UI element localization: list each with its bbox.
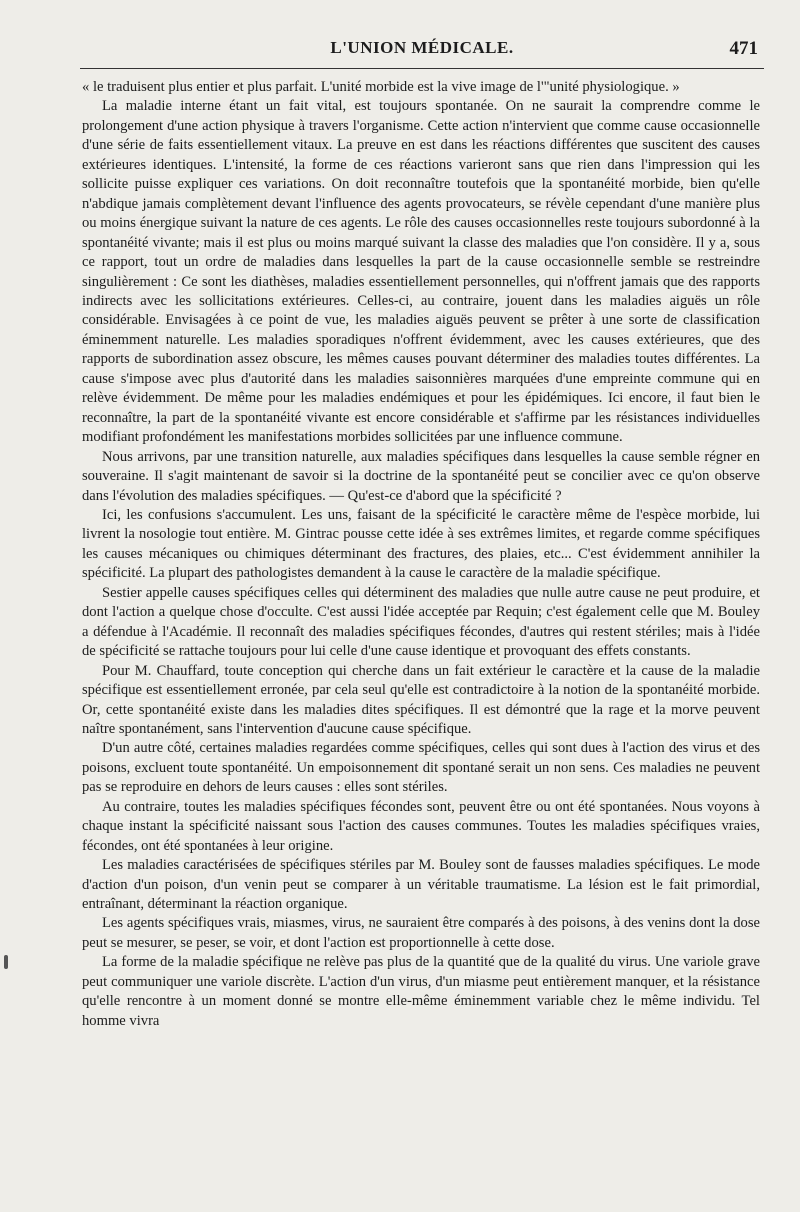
paragraph: La maladie interne étant un fait vital, est toujours spontanée. On ne saurait la comprendre comme le prolongement d'une action physique à travers l'organisme. Cette action n'intervient que comme cause occasionnelle d'une série de faits essentiellement vitaux. La preuve en est dans les réactions différentes que suscitent des causes extérieures identiques. L'intensité, la forme de ces réactions varieront sans que rien dans l'impression qui les sollicite puisse expliquer ces variations. On doit reconnaître toutefois que la spontanéité morbide, bien qu'elle n'abdique jamais complètement devant l'influence des agents provocateurs, se révèle cependant d'une manière plus ou moins énergique suivant la nature de ces agents. Le rôle des causes occasionnelles reste toujours subordonné à la spontanéité vivante; mais il est plus ou moins marqué suivant la classe des maladies que l'on considère. Il y a, sous ce rapport, tout un ordre de maladies dans lesquelles la part de la cause occasionnelle semble se restreindre singulièrement : Ce sont les diathèses, maladies essentiellement personnelles, qui n'offrent jamais que des rapports indirects avec les sollicitations extérieures. Celles-ci, au contraire, jouent dans les maladies aiguës un rôle considérable. Envisagées à ce point de vue, les maladies aiguës peuvent se prêter à une sorte de classification éminemment naturelle. Les maladies sporadiques n'offrent évidemment, avec les causes extérieures, que des rapports de subordination assez obscure, les mêmes causes pouvant déterminer des maladies toutes différentes. La cause s'impose avec plus d'autorité dans les maladies saisonnières marquées d'une empreinte commune qui en relève évidemment. De même pour les maladies endémiques et pour les épidémiques. Ici encore, il faut bien le reconnaître, la part de la spontanéité vivante est encore considérable et s'affirme par les résistances individuelles modifiant profondément les manifestations morbides sollicitées par une influence commune. — [82, 98, 760, 446]
paragraph: Sestier appelle causes spécifiques celles qui déterminent des maladies que nulle autre cause ne peut produire, et dont l'action a quelque chose d'occulte. C'est aussi l'idée acceptée par Requin; c'est également celle que M. Bouley a défendue à l'Académie. Il reconnaît des maladies spécifiques fécondes, d'autres qui restent stériles; mais à l'idée de spécificité se rattache toujours pour lui celle d'une cause identique et provoquant des effets constants. — [82, 584, 760, 660]
text-body — [82, 78, 760, 1031]
paragraph: Au contraire, toutes les maladies spécifiques fécondes sont, peuvent être ou ont été spontanées. Nous voyons à chaque instant la spécificité naissant sous l'action des causes communes. Toutes les maladies spécifiques vraies, fécondes, ont été spontanées à leur origine. — [82, 798, 760, 854]
paragraph: Les agents spécifiques vrais, miasmes, virus, ne sauraient être comparés à des poisons, à des venins dont la dose peut se mesurer, se peser, se voir, et dont l'action est proportionnelle à cette dose. — [82, 915, 760, 951]
page-header — [80, 36, 764, 69]
paragraph: Nous arrivons, par une transition naturelle, aux maladies spécifiques dans lesquelles la cause semble régner en souveraine. Il s'agit maintenant de savoir si la doctrine de la spontanéité peut se concilier avec ce qu'on observe dans l'évolution des maladies spécifiques. — Qu'est-ce d'abord que la spécificité ? — [82, 448, 760, 504]
paragraph-quote: « le traduisent plus entier et plus parfait. L'unité morbide est la vive image de l'"unité physiologique. » — [82, 79, 680, 95]
paragraph: Ici, les confusions s'accumulent. Les uns, faisant de la spécificité le caractère même de l'espèce morbide, lui livrent la nosologie tout entière. M. Gintrac pousse cette idée à ses extrêmes limites, et regarde comme spécifiques les causes mécaniques ou chimiques déterminant des fractures, des plaies, etc... C'est évidemment annihiler la spécificité. La plupart des pathologistes demandent à la cause le caractère de la maladie spécifique. — [82, 506, 760, 582]
paragraph: D'un autre côté, certaines maladies regardées comme spécifiques, celles qui sont dues à l'action des virus et des poisons, excluent toute spontanéité. Un empoisonnement dit spontané serait un non sens. Ces maladies ne peuvent pas se reproduire en dehors de leurs causes : elles sont stériles. — [82, 740, 760, 796]
page-edge-mark — [4, 955, 8, 969]
page-number: 471 — [729, 38, 758, 59]
paragraph: Les maladies caractérisées de spécifiques stériles par M. Bouley sont de fausses maladies spécifiques. Le mode d'action d'un poison, d'un venin peut se comparer à un véritable traumatisme. La lésion est le fait primordial, entraînant, déterminant la réaction organique. — [82, 857, 760, 913]
paragraph: La forme de la maladie spécifique ne relève pas plus de la quantité que de la qualité du virus. Une variole grave peut communiquer une variole discrète. L'action d'un virus, d'un miasme peut entièrement manquer, et la résistance qu'elle rencontre à un moment donné se montre elle-même éminemment variable chez le même individu. Tel homme vivra — [82, 954, 760, 1029]
running-title: L'UNION MÉDICALE. — [330, 38, 514, 57]
paragraph: Pour M. Chauffard, toute conception qui cherche dans un fait extérieur le caractère et la cause de la maladie spécifique est essentiellement erronée, par cela seul qu'elle est contradictoire à la notion de la spontanéité morbide. Or, cette spontanéité existe dans les maladies dites spécifiques. Il est démontré que la rage et la morve peuvent naître spontanément, sans l'intervention d'aucune cause spécifique. — [82, 662, 760, 737]
